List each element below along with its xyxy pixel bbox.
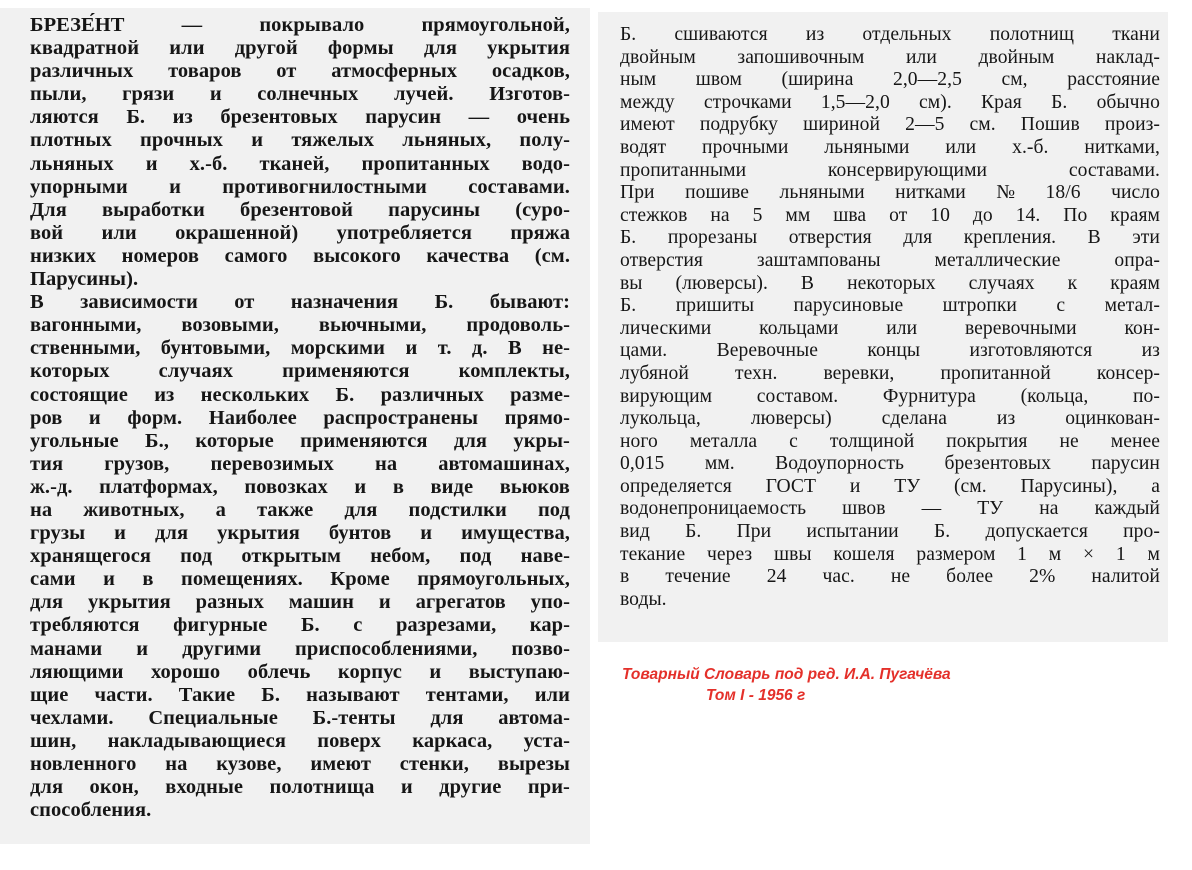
text-line: угольные Б., которые применяются для укры- (30, 429, 570, 452)
text-line: имеют подрубку шириной 2—5 см. Пошив произ- (620, 114, 1160, 136)
text-line: определяется ГОСТ и ТУ (см. Парусины), а (620, 475, 1160, 497)
text-line: Б. прорезаны отверстия для крепления. В эти (620, 227, 1160, 249)
text-line: упорными и противогнилостными составами. (30, 175, 570, 198)
text-line: ного металла с толщиной покрытия не менее (620, 430, 1160, 452)
text-line: пыли, грязи и солнечных лучей. Изготов- (30, 83, 570, 106)
source-caption (622, 664, 1002, 706)
right-text-column (620, 24, 1160, 611)
text-line: вагонными, возовыми, вьючными, продоволь- (30, 314, 570, 337)
text-line: ным швом (ширина 2,0—2,5 см, расстояние (620, 69, 1160, 91)
text-line: грузы и для укрытия бунтов и имущества, (30, 522, 570, 545)
text-line: хранящегося под открытым небом, под наве- (30, 545, 570, 568)
text-line: пропитанными консервирующими составами. (620, 159, 1160, 181)
text-line: шин, накладывающиеся поверх каркаса, уста- (30, 729, 570, 752)
text-line: для укрытия разных машин и агрегатов упо- (30, 591, 570, 614)
text-line: Б. сшиваются из отдельных полотнищ ткани (620, 24, 1160, 45)
text-line: При пошиве льняными нитками № 18/6 число (620, 182, 1160, 204)
text-line: стежков на 5 мм шва от 10 до 14. По краям (620, 204, 1160, 226)
text-line: низких номеров самого высокого качества (см. (30, 244, 570, 267)
text-line: лубяной техн. веревки, пропитанной консер- (620, 362, 1160, 384)
text-line: текание через швы кошеля размером 1 м × 1 м (620, 543, 1160, 565)
text-line: Парусины). (30, 268, 139, 291)
text-line: сами и в помещениях. Кроме прямоугольных, (30, 568, 570, 591)
text-line: ж.-д. платформах, повозках и в виде вьюков (30, 475, 570, 498)
text-line: вой или окрашенной) употребляется пряжа (30, 221, 570, 244)
text-line: водят прочными льняными или х.-б. нитками, (620, 136, 1160, 158)
text-line: Для выработки брезентовой парусины (суро- (30, 198, 570, 221)
text-line: двойным запошивочным или двойным наклад- (620, 46, 1160, 68)
text-line: требляются фигурные Б. с разрезами, кар- (30, 614, 570, 637)
caption-line-2: Том I - 1956 г (706, 687, 806, 704)
text-line: лукольца, люверсы) сделана из оцинкован- (620, 408, 1160, 430)
text-line: отверстия заштампованы металлические опра- (620, 249, 1160, 271)
text-line: Б. пришиты парусиновые штропки с метал- (620, 295, 1160, 317)
left-text-column (30, 14, 570, 822)
text-line: между строчками 1,5—2,0 см). Края Б. обычно (620, 91, 1160, 113)
text-line: которых случаях применяются комплекты, (30, 360, 570, 383)
text-line: вид Б. При испытании Б. допускается про- (620, 521, 1160, 543)
text-line: лическими кольцами или веревочными кон- (620, 317, 1160, 339)
text-line: ров и форм. Наиболее распространены прямо- (30, 406, 570, 429)
text-line: ляются Б. из брезентовых парусин — очень (30, 106, 570, 129)
text-line: плотных прочных и тяжелых льняных, полу- (30, 129, 570, 152)
text-line: манами и другими приспособлениями, позво- (30, 637, 570, 660)
text-line: способления. (30, 799, 152, 822)
text-line: В зависимости от назначения Б. бывают: (30, 291, 570, 314)
text-line: вы (люверсы). В некоторых случаях к краям (620, 272, 1160, 294)
text-line: воды. (620, 588, 667, 610)
text-line: водонепроницаемость швов — ТУ на каждый (620, 498, 1160, 520)
text-line: тия грузов, перевозимых на автомашинах, (30, 452, 570, 475)
text-line: вирующим составом. Фурнитура (кольца, по- (620, 385, 1160, 407)
text-line: ляющими хорошо облечь корпус и выступаю- (30, 660, 570, 683)
text-line: состоящие из нескольких Б. различных разме- (30, 383, 570, 406)
caption-line-1: Товарный Словарь под ред. И.А. Пугачёва (622, 666, 951, 683)
text-line: для окон, входные полотнища и другие при- (30, 776, 570, 799)
text-line: в течение 24 час. не более 2% налитой (620, 566, 1160, 588)
text-line: щие части. Такие Б. называют тентами, или (30, 683, 570, 706)
text-line: на животных, а также для подстилки под (30, 498, 570, 521)
text-line: БРЕЗЕ́НТ — покрывало прямоугольной, (30, 14, 570, 36)
text-line: квадратной или другой формы для укрытия (30, 37, 570, 60)
text-line: льняных и х.-б. тканей, пропитанных водо- (30, 152, 570, 175)
text-line: новленного на кузове, имеют стенки, вырезы (30, 753, 570, 775)
text-line: цами. Веревочные концы изготовляются из (620, 340, 1160, 362)
text-line: ственными, бунтовыми, морскими и т. д. В не- (30, 337, 570, 360)
text-line: различных товаров от атмосферных осадков, (30, 60, 570, 83)
text-line: 0,015 мм. Водоупорность брезентовых парусин (620, 453, 1160, 475)
text-line: чехлами. Специальные Б.-тенты для автома- (30, 706, 570, 729)
